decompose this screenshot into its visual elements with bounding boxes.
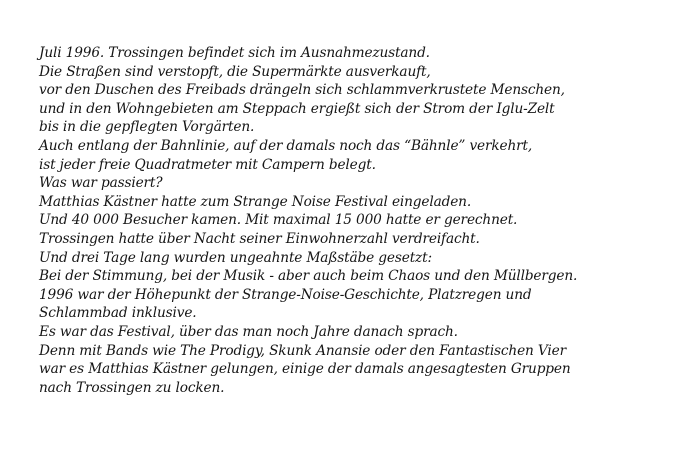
text-line: Die Straßen sind verstopft, die Supermärkte ausverkauft, [39, 63, 431, 80]
text-line: 1996 war der Höhepunkt der Strange-Noise-Geschichte, Platzregen und [39, 286, 532, 303]
text-line: Auch entlang der Bahnlinie, auf der damals noch das “Bähnle” verkehrt, [39, 137, 533, 154]
text-line: Schlammbad inklusive. [39, 305, 197, 322]
text-line: Trossingen hatte über Nacht seiner Einwohnerzahl verdreifacht. [39, 230, 480, 247]
text-line: Juli 1996. Trossingen befindet sich im Ausnahmezustand. [39, 45, 430, 61]
text-line: Denn mit Bands wie The Prodigy, Skunk Anansie oder den Fantastischen Vier [39, 342, 566, 359]
text-line: Was war passiert? [39, 175, 163, 192]
text-line: Und drei Tage lang wurden ungeahnte Maßstäbe gesetzt: [39, 249, 432, 266]
text-line: Bei der Stimmung, bei der Musik - aber auch beim Chaos und den Müllbergen. [39, 268, 578, 285]
text-line: ist jeder freie Quadratmeter mit Campern belegt. [39, 156, 376, 173]
text-line: Matthias Kästner hatte zum Strange Noise Festival eingeladen. [39, 193, 472, 210]
text-line: und in den Wohngebieten am Steppach ergießt sich der Strom der Iglu-Zelt [39, 100, 555, 117]
article-text [39, 44, 678, 397]
text-line: Es war das Festival, über das man noch Jahre danach sprach. [39, 323, 458, 340]
text-line: bis in die gepflegten Vorgärten. [39, 119, 255, 136]
text-line: nach Trossingen zu locken. [39, 379, 225, 396]
text-line: Und 40 000 Besucher kamen. Mit maximal 15 000 hatte er gerechnet. [39, 212, 518, 229]
text-line: war es Matthias Kästner gelungen, einige der damals angesagtesten Gruppen [39, 361, 571, 378]
text-line: vor den Duschen des Freibads drängeln sich schlammverkrustete Menschen, [39, 82, 565, 99]
